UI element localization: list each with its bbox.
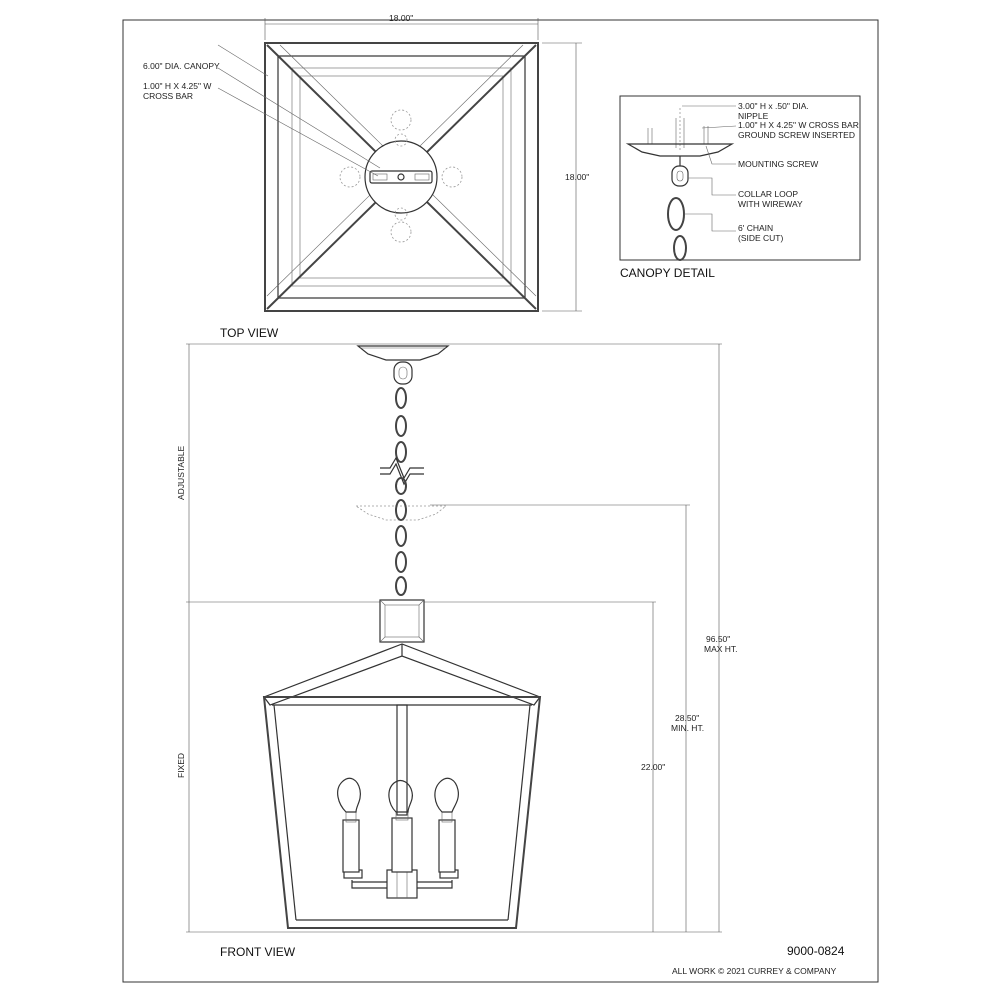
canopy-chain-line2: (SIDE CUT) <box>738 233 784 243</box>
canopy-nipple-line2: NIPPLE <box>738 111 769 121</box>
canopy-nipple-line1: 3.00" H x .50" DIA. <box>738 101 809 111</box>
max-ht-value: 96.50" <box>706 634 731 644</box>
body-ht-value: 22.00" <box>641 762 666 772</box>
canopy-mounting-screw: MOUNTING SCREW <box>738 159 819 169</box>
canopy-collar-line1: COLLAR LOOP <box>738 189 798 199</box>
front-view-title: FRONT VIEW <box>220 945 296 959</box>
canopy-crossbar-line2: GROUND SCREW INSERTED <box>738 130 855 140</box>
top-view-drawing <box>218 43 538 311</box>
canopy-detail-title: CANOPY DETAIL <box>620 266 715 280</box>
front-view-drawing <box>264 346 540 928</box>
fixed-label: FIXED <box>176 752 186 778</box>
drawing-number: 9000-0824 <box>787 944 845 958</box>
max-ht-label: MAX HT. <box>704 644 738 654</box>
top-depth-dim-label: 18.00" <box>565 172 590 182</box>
copyright-note: ALL WORK © 2021 CURREY & COMPANY <box>672 966 837 976</box>
canopy-collar-line2: WITH WIREWAY <box>738 199 803 209</box>
canopy-callout: 6.00" DIA. CANOPY <box>143 61 220 71</box>
canopy-crossbar-line1: 1.00" H X 4.25" W CROSS BAR <box>738 120 859 130</box>
adjustable-label: ADJUSTABLE <box>176 445 186 500</box>
crossbar-callout-line1: 1.00" H X 4.25" W <box>143 81 212 91</box>
canopy-chain-line1: 6' CHAIN <box>738 223 774 233</box>
top-view-title: TOP VIEW <box>220 326 279 340</box>
min-ht-value: 28.50" <box>675 713 700 723</box>
canopy-detail-drawing <box>628 106 736 260</box>
top-width-dim-label: 18.00" <box>389 13 414 23</box>
crossbar-callout-line2: CROSS BAR <box>143 91 194 101</box>
min-ht-label: MIN. HT. <box>671 723 705 733</box>
